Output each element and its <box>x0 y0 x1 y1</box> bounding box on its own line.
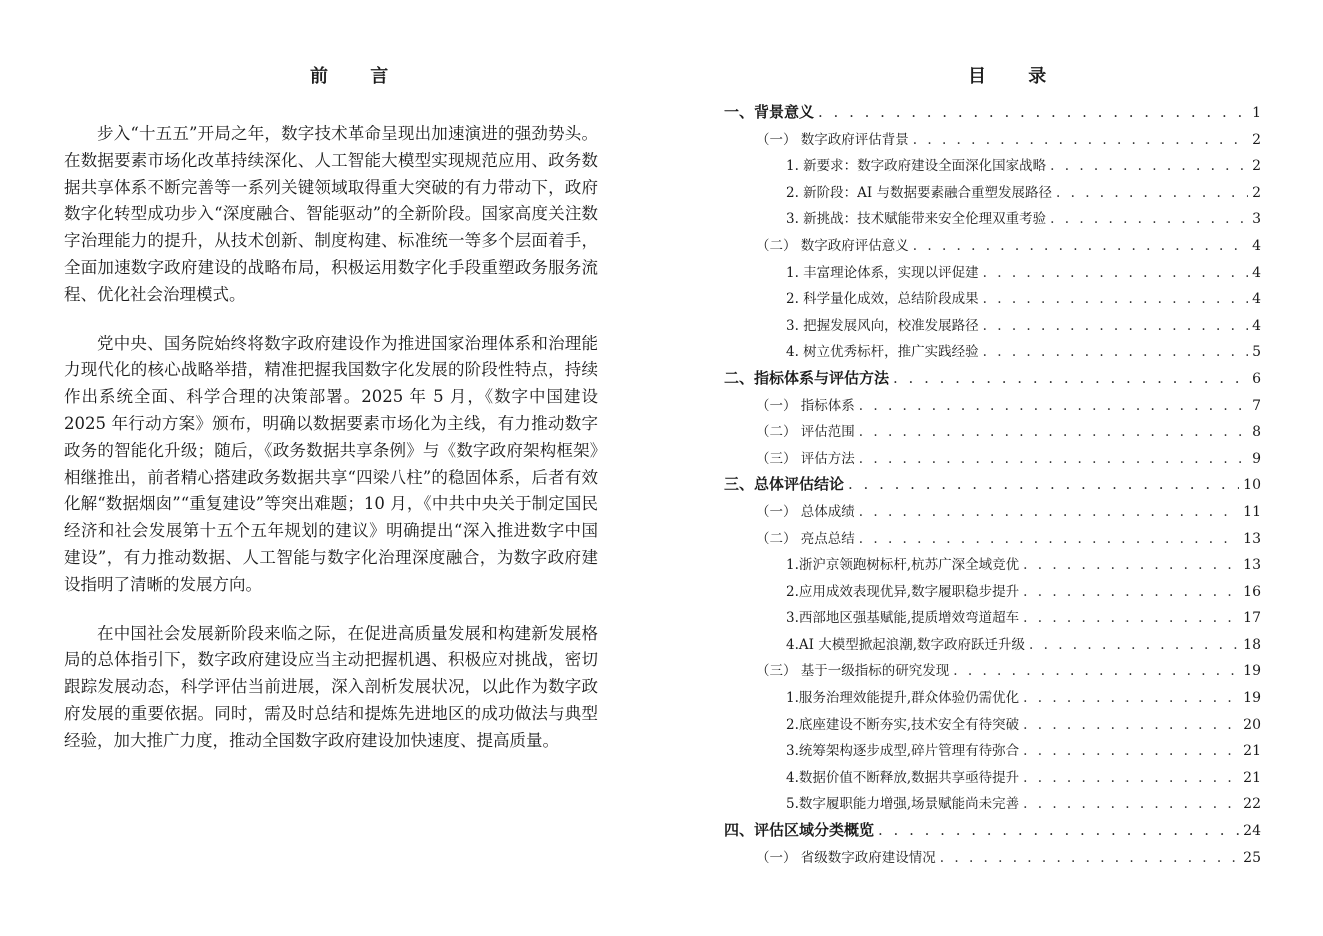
toc-entry[interactable] <box>724 181 1261 208</box>
toc-dot-leader <box>848 475 1239 493</box>
toc-entry[interactable] <box>724 101 1261 128</box>
toc-dot-leader <box>1023 557 1239 573</box>
toc-entry-page-number: 19 <box>1243 663 1261 680</box>
toc-entry-title: （二） 评估范围 <box>756 424 855 441</box>
toc-entry-page-number: 4 <box>1252 317 1261 334</box>
toc-entry-page-number: 2 <box>1252 131 1261 148</box>
toc-entry[interactable] <box>724 792 1261 819</box>
toc-entry-title: （一） 省级数字政府建设情况 <box>756 849 936 866</box>
toc-entry[interactable] <box>724 846 1261 873</box>
toc-dot-leader <box>859 451 1248 467</box>
toc-entry-page-number: 7 <box>1252 397 1261 414</box>
toc-entry-page-number: 10 <box>1243 477 1261 494</box>
toc-entry[interactable] <box>724 447 1261 474</box>
toc-heading: 目 录 <box>968 66 1065 87</box>
toc-entry-title: 1. 丰富理论体系，实现以评促建 <box>786 264 979 281</box>
toc-dot-leader <box>893 369 1248 387</box>
toc-entry-page-number: 16 <box>1243 583 1261 600</box>
toc-dot-leader <box>953 663 1239 679</box>
toc-entry-title: 1.浙沪京领跑树标杆,杭苏广深全域竞优 <box>786 557 1020 574</box>
toc-entry-page-number: 2 <box>1252 158 1261 175</box>
toc-entry[interactable] <box>724 367 1261 394</box>
toc-entry-title: 2.底座建设不断夯实,技术安全有待突破 <box>786 716 1020 733</box>
toc-entry-title: 2.应用成效表现优异,数字履职稳步提升 <box>786 583 1020 600</box>
toc-dot-leader <box>1023 584 1239 600</box>
toc-entry[interactable] <box>724 261 1261 288</box>
toc-dot-leader <box>983 291 1248 307</box>
toc-entry-page-number: 1 <box>1252 105 1261 121</box>
toc-entry-page-number: 13 <box>1243 557 1261 574</box>
toc-entry[interactable] <box>724 234 1261 261</box>
toc-entry[interactable] <box>724 553 1261 580</box>
toc-dot-leader <box>913 132 1248 148</box>
toc-dot-leader <box>1050 211 1248 227</box>
toc-entry-title: 2. 科学量化成效，总结阶段成果 <box>786 291 979 308</box>
toc-dot-leader <box>1023 743 1239 759</box>
preface-body <box>64 121 598 777</box>
toc-entry-page-number: 20 <box>1243 716 1261 733</box>
preface-paragraph: 在中国社会发展新阶段来临之际，在促进高质量发展和构建新发展格局的总体指引下，数字政府建设应当主动把握机遇、积极应对挑战，密切跟踪发展动态，科学评估当前进展，深入剖析发展状况，以此作为数字政府发展的重要依据。同时，需及时总结和提炼先进地区的成功做法与典型经验，加大推广力度，推动全国数字政府建设加快速度、提高质量。 <box>64 623 598 750</box>
toc-entry[interactable] <box>724 580 1261 607</box>
toc-dot-leader <box>818 103 1248 121</box>
toc-entry-page-number: 13 <box>1243 530 1261 547</box>
toc-page <box>661 0 1323 936</box>
preface-heading: 前 言 <box>310 66 407 87</box>
toc-entry-page-number: 21 <box>1243 769 1261 786</box>
toc-entry[interactable] <box>724 154 1261 181</box>
toc-entry-page-number: 19 <box>1243 690 1261 707</box>
toc-entry[interactable] <box>724 766 1261 793</box>
toc-entry-page-number: 8 <box>1252 424 1261 441</box>
toc-entry-title: （一） 数字政府评估背景 <box>756 131 909 148</box>
toc-entry-title: 三、总体评估结论 <box>724 475 845 494</box>
toc-dot-leader <box>983 265 1248 281</box>
toc-entry-page-number: 25 <box>1243 849 1261 866</box>
toc-dot-leader <box>1029 637 1239 653</box>
toc-dot-leader <box>859 398 1248 414</box>
toc-dot-leader <box>859 424 1248 440</box>
toc-entry-title: （二） 数字政府评估意义 <box>756 237 909 254</box>
toc-dot-leader <box>983 344 1248 360</box>
toc-dot-leader <box>1023 717 1239 733</box>
toc-entry-page-number: 11 <box>1243 503 1261 520</box>
toc-entry-page-number: 4 <box>1252 237 1261 254</box>
toc-entry-page-number: 4 <box>1252 291 1261 308</box>
toc-entry-title: 一、背景意义 <box>724 103 815 121</box>
preface-page <box>0 0 661 936</box>
toc-dot-leader <box>940 850 1239 866</box>
toc-entry-page-number: 21 <box>1243 743 1261 760</box>
toc-entry-title: 3.统筹架构逐步成型,碎片管理有待弥合 <box>786 743 1020 760</box>
toc-dot-leader <box>878 821 1239 839</box>
toc-entry-title: 4.AI 大模型掀起浪潮,数字政府跃迁升级 <box>786 636 1026 653</box>
toc-entry-title: 2. 新阶段：AI 与数据要素融合重塑发展路径 <box>786 184 1053 201</box>
toc-entry[interactable] <box>724 340 1261 367</box>
toc-dot-leader <box>1023 690 1239 706</box>
toc-entry-title: 二、指标体系与评估方法 <box>724 368 890 387</box>
toc-entry-title: （三） 评估方法 <box>756 450 855 467</box>
toc-entry-title: （二） 亮点总结 <box>756 530 855 547</box>
toc-entry[interactable] <box>724 420 1261 447</box>
toc-entry[interactable] <box>724 606 1261 633</box>
toc-entry-page-number: 24 <box>1243 823 1261 840</box>
toc-entry-title: 1.服务治理效能提升,群众体验仍需优化 <box>786 690 1020 707</box>
toc-entry[interactable] <box>724 128 1261 155</box>
toc-entry-title: 3.西部地区强基赋能,提质增效弯道超车 <box>786 610 1020 627</box>
toc-entry-title: （三） 基于一级指标的研究发现 <box>756 663 950 680</box>
toc-entry[interactable] <box>724 500 1261 527</box>
toc-entry-title: 4. 树立优秀标杆，推广实践经验 <box>786 344 979 361</box>
toc-entry-title: （一） 总体成绩 <box>756 503 855 520</box>
toc-entry-page-number: 6 <box>1252 370 1261 387</box>
toc-entry[interactable] <box>724 207 1261 234</box>
table-of-contents <box>724 101 1261 872</box>
preface-paragraph: 步入“十五五”开局之年，数字技术革命呈现出加速演进的强劲势头。在数据要素市场化改革持续深化、人工智能大模型实现规范应用、政务数据共享体系不断完善等一系列关键领域取得重大突破的有力带动下，政府数字化转型成功步入“深度融合、智能驱动”的全新阶段。国家高度关注数字治理能力的提升，从技术创新、制度构建、标准统一等多个层面着手，全面加速数字政府建设的战略布局，积极运用数字化手段重塑政务服务流程、优化社会治理模式。 <box>64 124 598 304</box>
toc-entry[interactable] <box>724 686 1261 713</box>
toc-dot-leader <box>1056 185 1248 201</box>
toc-entry-page-number: 9 <box>1252 450 1261 467</box>
toc-entry-page-number: 4 <box>1252 264 1261 281</box>
toc-entry[interactable] <box>724 659 1261 686</box>
toc-entry[interactable] <box>724 819 1261 846</box>
preface-paragraph: 党中央、国务院始终将数字政府建设作为推进国家治理体系和治理能力现代化的核心战略举措，精准把握我国数字化发展的阶段性特点，持续作出系统全面、科学合理的决策部署。2025 年 5 月，《数字中国建设 2025 年行动方案》颁布，明确以数据要素市场化为主线，有力推动数字政务的智能化升级；随后，《政务数据共享条例》与《数字政府架构框架》相继推出，前者精心搭建政务数据共享“四梁八柱”的稳固体系，后者有效化解“数据烟囱”“重复建设”等突出难题；10 月，《中共中央关于制定国民经济和社会发展第十五个五年规划的建议》明确提出“深入推进数字中国建设”，有力推动数据、人工智能与数字化治理深度融合，为数字政府建设指明了清晰的发展方向。 <box>64 333 598 594</box>
toc-entry[interactable] <box>724 713 1261 740</box>
toc-dot-leader <box>1023 770 1239 786</box>
toc-entry[interactable] <box>724 739 1261 766</box>
toc-entry-page-number: 18 <box>1243 636 1261 653</box>
toc-dot-leader <box>913 238 1248 254</box>
toc-entry[interactable] <box>724 633 1261 660</box>
toc-dot-leader <box>1023 610 1239 626</box>
toc-entry-page-number: 5 <box>1252 344 1261 361</box>
toc-entry[interactable] <box>724 314 1261 341</box>
toc-entry-page-number: 2 <box>1252 184 1261 201</box>
toc-dot-leader <box>859 531 1239 547</box>
toc-entry[interactable] <box>724 287 1261 314</box>
toc-dot-leader <box>983 318 1248 334</box>
toc-entry-page-number: 17 <box>1243 610 1261 627</box>
toc-dot-leader <box>1050 158 1248 174</box>
toc-entry-title: 3. 把握发展风向，校准发展路径 <box>786 317 979 334</box>
toc-entry[interactable] <box>724 473 1261 500</box>
toc-entry-title: 3. 新挑战：技术赋能带来安全伦理双重考验 <box>786 211 1047 228</box>
toc-dot-leader <box>859 504 1239 520</box>
toc-entry[interactable] <box>724 394 1261 421</box>
toc-dot-leader <box>1023 796 1239 812</box>
toc-entry-page-number: 3 <box>1252 211 1261 228</box>
toc-entry-title: 5.数字履职能力增强,场景赋能尚未完善 <box>786 796 1020 813</box>
toc-entry-title: 四、评估区域分类概览 <box>724 821 875 840</box>
toc-entry-title: 4.数据价值不断释放,数据共享亟待提升 <box>786 769 1020 786</box>
toc-entry-title: 1. 新要求：数字政府建设全面深化国家战略 <box>786 158 1047 175</box>
toc-entry-title: （一） 指标体系 <box>756 397 855 414</box>
toc-entry[interactable] <box>724 527 1261 554</box>
toc-entry-page-number: 22 <box>1243 796 1261 813</box>
